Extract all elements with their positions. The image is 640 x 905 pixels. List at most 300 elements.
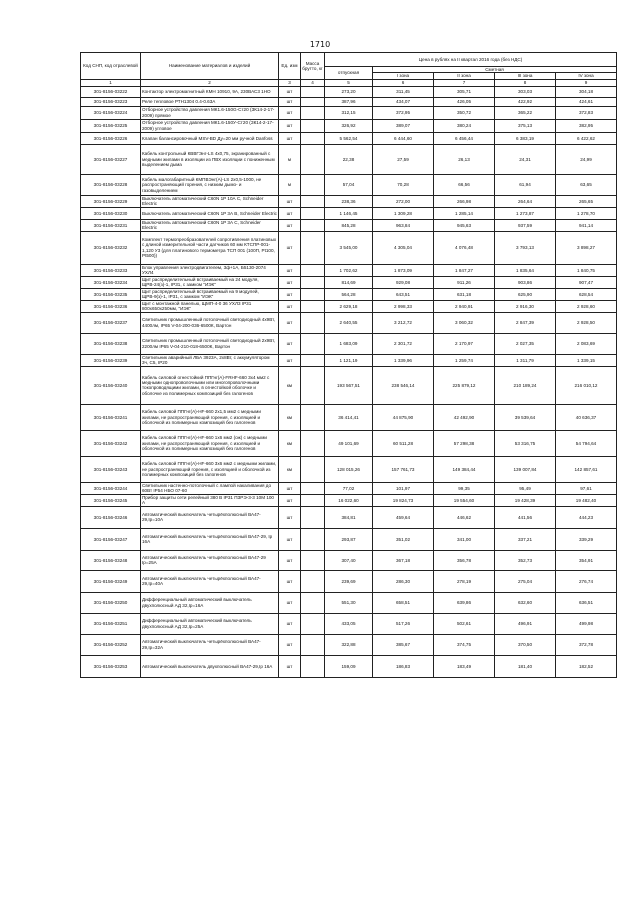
table-cell-zone-2-price: 945,63 <box>434 219 495 231</box>
table-cell-unit: шт <box>279 482 301 494</box>
table-cell-mass <box>301 288 325 300</box>
table-cell-zone-4-price: 339,29 <box>556 528 617 550</box>
table-cell-code: 301-8156-03246 <box>81 506 141 528</box>
table-cell-release-price: 239,69 <box>325 570 373 592</box>
table-cell-zone-4-price: 19 482,40 <box>556 494 617 506</box>
column-index: 2 <box>141 79 279 86</box>
table-cell-zone-1-price: 658,51 <box>373 592 434 613</box>
table-cell-zone-4-price: 97,61 <box>556 482 617 494</box>
table-cell-mass <box>301 634 325 655</box>
table-cell-code: 301-8156-03250 <box>81 592 141 613</box>
table-row <box>81 119 617 132</box>
table-cell-unit: шт <box>279 97 301 106</box>
table-cell-mass <box>301 119 325 132</box>
table-cell-unit: шт <box>279 207 301 219</box>
table-cell-code: 301-8156-03252 <box>81 634 141 655</box>
table-cell-zone-3-price: 210 189,24 <box>495 366 556 404</box>
table-row <box>81 613 617 634</box>
table-cell-zone-3-price: 2 027,35 <box>495 333 556 354</box>
table-row <box>81 482 617 494</box>
table-cell-zone-2-price: 183,49 <box>434 655 495 677</box>
table-cell-zone-1-price: 385,67 <box>373 634 434 655</box>
table-cell-zone-2-price: 1 259,74 <box>434 354 495 366</box>
table-cell-unit: шт <box>279 570 301 592</box>
table-cell-release-price: 322,88 <box>325 634 373 655</box>
table-cell-release-price: 433,05 <box>325 613 373 634</box>
table-cell-mass <box>301 430 325 456</box>
table-cell-zone-4-price: 40 636,37 <box>556 404 617 430</box>
table-cell-name: Отборное устройство давления МК1.6-150У-Ст20 (ЗК14-2-17-2009) угловое <box>141 119 279 132</box>
table-cell-zone-2-price: 305,71 <box>434 86 495 97</box>
table-cell-zone-1-price: 44 875,90 <box>373 404 434 430</box>
table-cell-mass <box>301 86 325 97</box>
table-cell-zone-1-price: 1 339,96 <box>373 354 434 366</box>
table-row <box>81 132 617 144</box>
table-cell-name: Автоматический выключатель двухполюсный ВА47-29,Iр 16А <box>141 655 279 677</box>
table-cell-unit: км <box>279 430 301 456</box>
header-zone-1: I зона <box>373 73 434 79</box>
table-cell-mass <box>301 404 325 430</box>
table-cell-release-price: 312,15 <box>325 106 373 119</box>
table-cell-zone-2-price: 356,78 <box>434 550 495 570</box>
table-cell-zone-1-price: 517,26 <box>373 613 434 634</box>
table-cell-unit: шт <box>279 288 301 300</box>
table-cell-name: Выключатель автоматический C60N 1P 10А С, Schneider Electric <box>141 195 279 207</box>
table-cell-release-price: 238,36 <box>325 195 373 207</box>
table-cell-zone-3-price: 422,92 <box>495 97 556 106</box>
table-cell-zone-2-price: 3 060,32 <box>434 312 495 333</box>
table-cell-code: 301-8156-03242 <box>81 430 141 456</box>
table-cell-name: Реле тепловое РТН1304 0.4-0.63А <box>141 97 279 106</box>
table-cell-name: Щит распределительный встраиваемый на 24 модуля, ЩРВ-24(з)-1, IP31, с замком "ИЭК" <box>141 276 279 288</box>
table-cell-zone-2-price: 19 554,60 <box>434 494 495 506</box>
table-cell-release-price: 77,02 <box>325 482 373 494</box>
table-cell-zone-1-price: 372,95 <box>373 106 434 119</box>
table-cell-release-price: 387,96 <box>325 97 373 106</box>
table-row <box>81 276 617 288</box>
table-cell-zone-2-price: 42 492,90 <box>434 404 495 430</box>
table-cell-zone-3-price: 441,56 <box>495 506 556 528</box>
table-cell-release-price: 22,38 <box>325 144 373 174</box>
table-cell-mass <box>301 219 325 231</box>
table-cell-mass <box>301 482 325 494</box>
table-cell-code: 301-8156-03240 <box>81 366 141 404</box>
table-cell-code: 301-8156-03234 <box>81 276 141 288</box>
table-cell-mass <box>301 144 325 174</box>
header-price-group: Цена в рублях на II квартал 2016 года (без НДС) <box>325 53 617 67</box>
table-cell-zone-2-price: 350,72 <box>434 106 495 119</box>
table-cell-release-price: 1 121,19 <box>325 354 373 366</box>
header-estimate: Сметная <box>373 67 617 73</box>
table-cell-name: Дифференциальный автоматический выключатель двухполюсный АД 32,Iр=16А <box>141 592 279 613</box>
table-cell-name: Автоматический выключатель четырёхполюсный ВА47-29,Iр=32А <box>141 634 279 655</box>
table-cell-zone-1-price: 389,07 <box>373 119 434 132</box>
table-cell-zone-2-price: 426,05 <box>434 97 495 106</box>
table-row <box>81 494 617 506</box>
table-cell-name: Светильник промышленный потолочный светодиодный 4х9Вт, 4400лм, IP65 V-04-200-036-6500К, Вартон <box>141 312 279 333</box>
table-cell-release-price: 2 629,18 <box>325 300 373 312</box>
table-cell-zone-2-price: 446,62 <box>434 506 495 528</box>
table-cell-code: 301-8156-03225 <box>81 119 141 132</box>
column-index: 4 <box>301 79 325 86</box>
table-cell-zone-1-price: 4 305,04 <box>373 231 434 264</box>
table-cell-release-price: 551,30 <box>325 592 373 613</box>
table-cell-zone-4-price: 304,18 <box>556 86 617 97</box>
table-cell-unit: шт <box>279 86 301 97</box>
table-cell-name: Кабель силовой ППГнг(А)-HF-660 1х6 мм2 (ож) с медными жилами, не распространяющий горения, с изоляцией и оболочкой из полимерных композиций без галогенов <box>141 430 279 456</box>
table-cell-mass <box>301 195 325 207</box>
header-code: Код СНП, код отраслевой <box>81 53 141 80</box>
table-cell-zone-1-price: 963,84 <box>373 219 434 231</box>
table-row <box>81 207 617 219</box>
table-cell-release-price: 273,20 <box>325 86 373 97</box>
table-cell-zone-1-price: 186,83 <box>373 655 434 677</box>
table-cell-zone-4-price: 63,65 <box>556 174 617 195</box>
table-cell-zone-2-price: 631,18 <box>434 288 495 300</box>
table-cell-zone-2-price: 1 285,14 <box>434 207 495 219</box>
table-cell-name: Кабель силовой ППГнг(А)-HF-660 3х6 мм2 с медными жилами, не распространяющий горения, с изоляцией и оболочкой из полимерных композиций без галогенов <box>141 456 279 482</box>
table-cell-unit: шт <box>279 300 301 312</box>
table-cell-zone-4-price: 499,98 <box>556 613 617 634</box>
table-cell-mass <box>301 456 325 482</box>
table-cell-zone-1-price: 434,07 <box>373 97 434 106</box>
table-cell-zone-4-price: 2 928,60 <box>556 300 617 312</box>
table-cell-zone-1-price: 459,64 <box>373 506 434 528</box>
column-index: 1 <box>81 79 141 86</box>
table-cell-name: Автоматический выключатель четырёхполюсный ВА47-29 Iр=25А <box>141 550 279 570</box>
table-row <box>81 174 617 195</box>
table-cell-mass <box>301 300 325 312</box>
table-cell-zone-1-price: 1 873,09 <box>373 264 434 276</box>
table-row <box>81 288 617 300</box>
table-cell-name: Комплект термопреобразователей сопротивления платиновых с длиной измерительной части датчиков 60 мм КТСПР-001-1,120 У3 (для платинового термометра ТСП 001 (100П, Pt100, Pt500)) <box>141 231 279 264</box>
table-cell-zone-3-price: 2 847,39 <box>495 312 556 333</box>
table-cell-zone-3-price: 375,13 <box>495 119 556 132</box>
table-cell-name: Прибор защиты сети релейный 380 В IP31 ПЗРЭ-3-3 10М 100 А <box>141 494 279 506</box>
table-cell-zone-4-price: 142 857,61 <box>556 456 617 482</box>
table-cell-mass <box>301 528 325 550</box>
table-cell-zone-4-price: 2 083,69 <box>556 333 617 354</box>
table-cell-zone-2-price: 374,75 <box>434 634 495 655</box>
table-cell-release-price: 159,09 <box>325 655 373 677</box>
column-index: 3 <box>279 79 301 86</box>
table-cell-code: 301-8156-03229 <box>81 195 141 207</box>
table-cell-release-price: 5 562,54 <box>325 132 373 144</box>
table-cell-unit: шт <box>279 219 301 231</box>
table-row <box>81 300 617 312</box>
table-cell-release-price: 384,81 <box>325 506 373 528</box>
table-cell-unit: шт <box>279 494 301 506</box>
table-cell-name: Дифференциальный автоматический выключатель двухполюсный АД 32,Iр=25А <box>141 613 279 634</box>
table-row <box>81 634 617 655</box>
table-cell-code: 301-8156-03238 <box>81 333 141 354</box>
table-cell-zone-4-price: 1 339,15 <box>556 354 617 366</box>
table-cell-unit: м <box>279 144 301 174</box>
table-cell-zone-2-price: 380,24 <box>434 119 495 132</box>
table-cell-zone-3-price: 53 316,75 <box>495 430 556 456</box>
table-cell-name: Контактор электромагнитный КМН 10910, 9А, 230ВАС3 1НО <box>141 86 279 97</box>
table-cell-zone-2-price: 4 076,48 <box>434 231 495 264</box>
table-cell-zone-1-price: 101,97 <box>373 482 434 494</box>
table-cell-zone-3-price: 937,59 <box>495 219 556 231</box>
table-cell-release-price: 128 015,26 <box>325 456 373 482</box>
table-cell-zone-3-price: 24,31 <box>495 144 556 174</box>
table-row <box>81 195 617 207</box>
table-cell-zone-2-price: 1 847,27 <box>434 264 495 276</box>
table-cell-code: 301-8156-03249 <box>81 570 141 592</box>
table-cell-zone-1-price: 70,28 <box>373 174 434 195</box>
table-cell-unit: шт <box>279 119 301 132</box>
table-row <box>81 366 617 404</box>
table-cell-code: 301-8156-03228 <box>81 174 141 195</box>
table-cell-release-price: 1 683,09 <box>325 333 373 354</box>
table-row <box>81 219 617 231</box>
table-cell-name: Кабель силовой ППГнг(А)-HF-660 2х1,5 мм2 с медными жилами, не распространяющий горения, с изоляцией и оболочкой из полимерных композиций без галогенов <box>141 404 279 430</box>
table-cell-name: Светильник настенно-потолочный с лампой накаливания до 60Вт IP54 НБО 07-60 <box>141 482 279 494</box>
table-cell-code: 301-8156-03232 <box>81 231 141 264</box>
table-cell-unit: км <box>279 366 301 404</box>
table-cell-code: 301-8156-03231 <box>81 219 141 231</box>
table-cell-release-price: 564,28 <box>325 288 373 300</box>
table-cell-unit: шт <box>279 132 301 144</box>
table-cell-code: 301-8156-03244 <box>81 482 141 494</box>
table-cell-name: Светильник аварийный ЛБА 3923А, 2х8Вт, с аккумулятором 3ч, С5, IP20 <box>141 354 279 366</box>
table-cell-code: 301-8156-03248 <box>81 550 141 570</box>
table-cell-release-price: 3 545,00 <box>325 231 373 264</box>
table-cell-release-price: 193 567,51 <box>325 366 373 404</box>
table-cell-zone-3-price: 3 793,13 <box>495 231 556 264</box>
table-cell-code: 301-8156-03226 <box>81 132 141 144</box>
table-cell-release-price: 16 022,60 <box>325 494 373 506</box>
table-row <box>81 354 617 366</box>
table-cell-code: 301-8156-03241 <box>81 404 141 430</box>
table-cell-zone-4-price: 182,52 <box>556 655 617 677</box>
table-cell-zone-1-price: 60 511,28 <box>373 430 434 456</box>
table-cell-release-price: 57,04 <box>325 174 373 195</box>
table-cell-unit: шт <box>279 592 301 613</box>
table-row <box>81 144 617 174</box>
table-cell-unit: шт <box>279 354 301 366</box>
table-cell-zone-1-price: 929,08 <box>373 276 434 288</box>
table-cell-release-price: 2 640,55 <box>325 312 373 333</box>
table-cell-zone-4-price: 24,99 <box>556 144 617 174</box>
table-cell-name: Щит распределительный встраиваемый на 9 модулей, ЩРВ-9(з)-1, IP31, с замком "ИЭК" <box>141 288 279 300</box>
table-cell-zone-1-price: 238 546,14 <box>373 366 434 404</box>
table-cell-zone-4-price: 424,61 <box>556 97 617 106</box>
table-cell-mass <box>301 354 325 366</box>
table-cell-release-price: 1 146,45 <box>325 207 373 219</box>
table-cell-zone-1-price: 2 998,33 <box>373 300 434 312</box>
table-cell-zone-1-price: 3 212,72 <box>373 312 434 333</box>
price-table <box>80 52 617 678</box>
table-cell-name: Отборное устройство давления МК1.6-150G-Ст20 (ЗК14-2-17-2009) прямое <box>141 106 279 119</box>
table-cell-zone-2-price: 639,86 <box>434 592 495 613</box>
table-row <box>81 333 617 354</box>
table-cell-zone-3-price: 1 311,79 <box>495 354 556 366</box>
table-cell-unit: шт <box>279 613 301 634</box>
table-cell-zone-1-price: 2 301,72 <box>373 333 434 354</box>
table-cell-zone-1-price: 367,18 <box>373 550 434 570</box>
table-cell-release-price: 814,69 <box>325 276 373 288</box>
table-cell-unit: м <box>279 174 301 195</box>
table-cell-code: 301-8156-03222 <box>81 86 141 97</box>
table-row <box>81 430 617 456</box>
table-cell-release-price: 1 702,62 <box>325 264 373 276</box>
table-cell-unit: шт <box>279 333 301 354</box>
table-cell-zone-4-price: 216 010,12 <box>556 366 617 404</box>
table-cell-code: 301-8156-03224 <box>81 106 141 119</box>
table-row <box>81 264 617 276</box>
table-cell-mass <box>301 264 325 276</box>
table-cell-mass <box>301 366 325 404</box>
table-cell-mass <box>301 506 325 528</box>
table-cell-zone-4-price: 372,83 <box>556 106 617 119</box>
table-cell-mass <box>301 97 325 106</box>
table-cell-zone-2-price: 225 879,12 <box>434 366 495 404</box>
table-row <box>81 86 617 97</box>
table-cell-code: 301-8156-03236 <box>81 300 141 312</box>
table-cell-unit: шт <box>279 195 301 207</box>
table-cell-zone-3-price: 365,22 <box>495 106 556 119</box>
table-cell-mass <box>301 231 325 264</box>
column-index: 6 <box>373 79 434 86</box>
table-cell-mass <box>301 592 325 613</box>
table-cell-name: Выключатель автоматический C60N 1P 3А В, Schneider Electric <box>141 207 279 219</box>
table-cell-unit: шт <box>279 106 301 119</box>
table-cell-unit: шт <box>279 528 301 550</box>
table-cell-name: Клапан балансировочный MSV-BD Ду=20 мм ручной Danfoss <box>141 132 279 144</box>
table-cell-zone-2-price: 502,61 <box>434 613 495 634</box>
table-row <box>81 655 617 677</box>
table-cell-zone-3-price: 19 428,39 <box>495 494 556 506</box>
table-row <box>81 528 617 550</box>
table-cell-unit: шт <box>279 312 301 333</box>
header-unit: Ед. изм <box>279 53 301 80</box>
table-cell-zone-4-price: 354,91 <box>556 550 617 570</box>
table-cell-zone-1-price: 286,30 <box>373 570 434 592</box>
table-cell-zone-3-price: 95,49 <box>495 482 556 494</box>
table-cell-zone-2-price: 57 298,38 <box>434 430 495 456</box>
table-cell-mass <box>301 312 325 333</box>
table-cell-zone-4-price: 628,54 <box>556 288 617 300</box>
table-cell-zone-4-price: 382,95 <box>556 119 617 132</box>
table-cell-name: Блок управления электродвигателем, 3ф+1А, Б5130-2074 УХЛ4 <box>141 264 279 276</box>
table-cell-zone-4-price: 372,78 <box>556 634 617 655</box>
table-cell-zone-2-price: 2 170,97 <box>434 333 495 354</box>
column-index: 8 <box>495 79 556 86</box>
table-cell-code: 301-8156-03247 <box>81 528 141 550</box>
table-cell-zone-4-price: 3 898,27 <box>556 231 617 264</box>
table-row <box>81 97 617 106</box>
table-cell-name: Кабель малогабаритный КМПВЭнг(А)-LS 2х0,5-1000, не распространяющий горения, с низким дымо- и газовыделением <box>141 174 279 195</box>
table-cell-zone-4-price: 1 278,70 <box>556 207 617 219</box>
table-cell-mass <box>301 276 325 288</box>
table-cell-zone-1-price: 311,45 <box>373 86 434 97</box>
table-cell-zone-4-price: 6 422,62 <box>556 132 617 144</box>
table-cell-zone-2-price: 6 456,44 <box>434 132 495 144</box>
table-cell-zone-2-price: 341,00 <box>434 528 495 550</box>
table-cell-zone-4-price: 276,74 <box>556 570 617 592</box>
table-cell-zone-1-price: 272,00 <box>373 195 434 207</box>
table-cell-code: 301-8156-03245 <box>81 494 141 506</box>
table-cell-unit: шт <box>279 276 301 288</box>
table-cell-mass <box>301 655 325 677</box>
table-cell-zone-3-price: 275,04 <box>495 570 556 592</box>
header-name: Наименование материалов и изделий <box>141 53 279 80</box>
table-row <box>81 570 617 592</box>
table-cell-zone-3-price: 903,86 <box>495 276 556 288</box>
table-cell-zone-3-price: 303,03 <box>495 86 556 97</box>
table-cell-zone-3-price: 352,73 <box>495 550 556 570</box>
table-cell-mass <box>301 570 325 592</box>
table-row <box>81 592 617 613</box>
table-row <box>81 506 617 528</box>
table-cell-mass <box>301 333 325 354</box>
table-cell-mass <box>301 207 325 219</box>
table-cell-mass <box>301 132 325 144</box>
header-zone-3: III зона <box>495 73 556 79</box>
table-cell-zone-2-price: 2 940,91 <box>434 300 495 312</box>
table-cell-name: Автоматический выключатель четырёхполюсный ВА47-29, Iр 16А <box>141 528 279 550</box>
table-cell-zone-4-price: 444,23 <box>556 506 617 528</box>
table-cell-zone-3-price: 39 539,64 <box>495 404 556 430</box>
table-cell-code: 301-8156-03233 <box>81 264 141 276</box>
table-cell-unit: км <box>279 404 301 430</box>
table-cell-zone-1-price: 643,51 <box>373 288 434 300</box>
table-cell-name: Автоматический выключатель четырёхполюсный ВА47-29,Iр=10А <box>141 506 279 528</box>
table-row <box>81 404 617 430</box>
table-cell-unit: шт <box>279 550 301 570</box>
table-cell-code: 301-8156-03235 <box>81 288 141 300</box>
column-index: 5 <box>325 79 373 86</box>
table-cell-zone-3-price: 632,60 <box>495 592 556 613</box>
table-cell-name: Кабель контрольный КВВГЭнг-LS 4х0,75, экранированный с медными жилами в изоляции из ПВХ изоляции с пониженным выделением дыма <box>141 144 279 174</box>
table-cell-mass <box>301 174 325 195</box>
table-cell-unit: шт <box>279 231 301 264</box>
table-cell-zone-4-price: 2 928,50 <box>556 312 617 333</box>
table-cell-zone-2-price: 99,35 <box>434 482 495 494</box>
table-cell-unit: км <box>279 456 301 482</box>
table-cell-zone-4-price: 54 794,64 <box>556 430 617 456</box>
table-cell-zone-3-price: 139 007,84 <box>495 456 556 482</box>
table-row <box>81 550 617 570</box>
table-cell-code: 301-8156-03251 <box>81 613 141 634</box>
table-row <box>81 106 617 119</box>
table-row <box>81 312 617 333</box>
table-cell-name: Кабель силовой огнестойкий ППГнг(А)-FRHF-660 3х4 мм2 с медными однопроволочными или многопроволочными токопроводящими жилами, в огнестойкой оболочке и оболочке из полимерных композиций без галогенов <box>141 366 279 404</box>
table-cell-zone-3-price: 1 835,64 <box>495 264 556 276</box>
table-cell-zone-1-price: 157 761,73 <box>373 456 434 482</box>
table-cell-zone-3-price: 337,21 <box>495 528 556 550</box>
table-cell-release-price: 845,28 <box>325 219 373 231</box>
table-cell-release-price: 49 101,69 <box>325 430 373 456</box>
table-cell-zone-3-price: 625,90 <box>495 288 556 300</box>
table-cell-code: 301-8156-03227 <box>81 144 141 174</box>
table-cell-mass <box>301 494 325 506</box>
header-release: отпускная <box>325 67 373 80</box>
table-cell-name: Светильник промышленный потолочный светодиодный 2х9Вт, 2200лм IP65 V-04-210-018-6500К, Вартон <box>141 333 279 354</box>
table-cell-release-price: 307,40 <box>325 550 373 570</box>
table-cell-zone-3-price: 2 916,30 <box>495 300 556 312</box>
header-mass: Масса брутто, кг <box>301 53 325 80</box>
table-row <box>81 231 617 264</box>
table-cell-unit: шт <box>279 506 301 528</box>
table-cell-zone-1-price: 6 444,60 <box>373 132 434 144</box>
table-cell-unit: шт <box>279 634 301 655</box>
table-cell-name: Автоматический выключатель четырёхполюсный ВА47-29,Iр=40А <box>141 570 279 592</box>
table-cell-zone-4-price: 636,51 <box>556 592 617 613</box>
table-cell-code: 301-8156-03253 <box>81 655 141 677</box>
